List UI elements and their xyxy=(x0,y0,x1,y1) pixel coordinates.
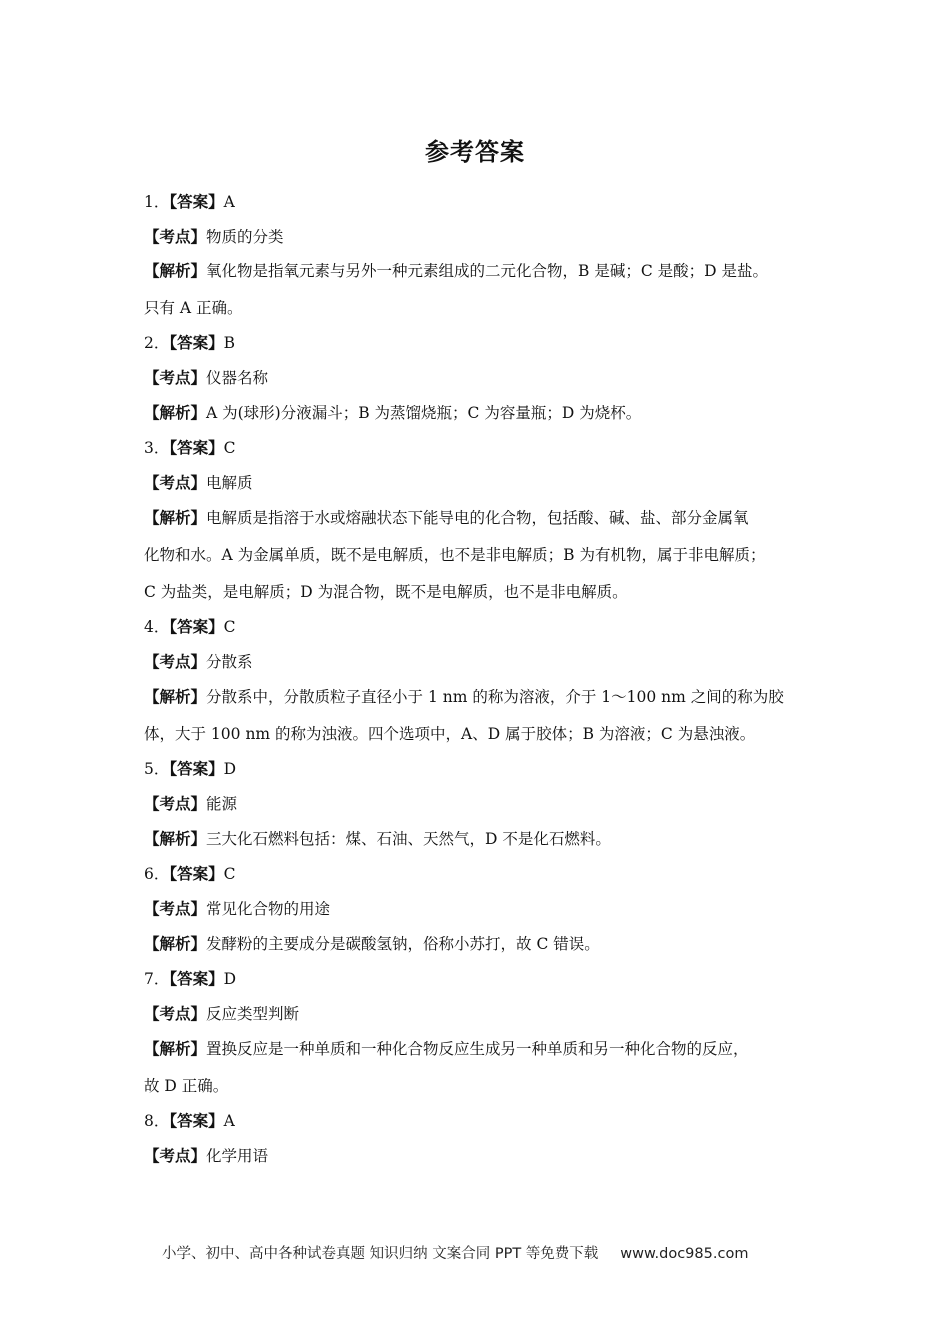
line-text: 置换反应是一种单质和一种化合物反应生成另一种单质和另一种化合物的反应， xyxy=(206,1040,749,1058)
analysis-continuation xyxy=(144,297,824,319)
topic-tag: 【考点】 xyxy=(144,653,207,671)
footer-link[interactable]: www.doc985.com xyxy=(620,1246,749,1262)
answer-tag: 【答案】 xyxy=(169,865,224,883)
line-text: 物质的分类 xyxy=(206,228,284,246)
topic-line xyxy=(144,367,824,389)
answer-line xyxy=(144,758,824,780)
line-text: A 为(球形)分液漏斗；B 为蒸馏烧瓶；C 为容量瓶；D 为烧杯。 xyxy=(206,404,642,422)
analysis-tag: 【解析】 xyxy=(144,404,207,422)
topic-line xyxy=(144,1145,824,1167)
line-text: 化物和水。A 为金属单质，既不是电解质，也不是非电解质；B 为有机物，属于非电解质； xyxy=(144,546,766,564)
question-number: 4． xyxy=(144,618,170,636)
answer-line xyxy=(144,1110,824,1132)
question-number: 5． xyxy=(144,760,170,778)
topic-tag: 【考点】 xyxy=(144,369,207,387)
topic-tag: 【考点】 xyxy=(144,1147,207,1165)
analysis-continuation xyxy=(144,1075,824,1097)
line-text: D xyxy=(223,970,237,988)
answer-tag: 【答案】 xyxy=(169,970,224,988)
answer-line xyxy=(144,616,824,638)
topic-line xyxy=(144,793,824,815)
line-text: 故 D 正确。 xyxy=(144,1077,229,1095)
analysis-tag: 【解析】 xyxy=(144,688,207,706)
page-footer xyxy=(162,1242,748,1263)
answer-line xyxy=(144,332,824,354)
line-text: 只有 A 正确。 xyxy=(144,299,243,317)
line-text: 体，大于 100 nm 的称为浊液。四个选项中，A、D 属于胶体；B 为溶液；C 为悬浊液。 xyxy=(144,725,756,743)
analysis-line xyxy=(144,686,824,708)
topic-tag: 【考点】 xyxy=(144,1005,207,1023)
analysis-line xyxy=(144,507,824,529)
answer-line xyxy=(144,191,824,213)
answer-tag: 【答案】 xyxy=(169,439,224,457)
line-text: C xyxy=(223,865,236,883)
topic-tag: 【考点】 xyxy=(144,795,207,813)
topic-line xyxy=(144,472,824,494)
line-text: B xyxy=(223,334,236,352)
answer-line xyxy=(144,968,824,990)
answer-tag: 【答案】 xyxy=(169,760,224,778)
page-title: 参考答案 xyxy=(425,138,525,166)
topic-line xyxy=(144,651,824,673)
topic-tag: 【考点】 xyxy=(144,474,207,492)
answer-tag: 【答案】 xyxy=(169,334,224,352)
question-number: 3． xyxy=(144,439,170,457)
analysis-line xyxy=(144,828,824,850)
question-number: 1． xyxy=(144,193,170,211)
topic-tag: 【考点】 xyxy=(144,228,207,246)
line-text: 电解质是指溶于水或熔融状态下能导电的化合物，包括酸、碱、盐、部分金属氧 xyxy=(206,509,749,527)
line-text: 能源 xyxy=(206,795,238,813)
topic-line xyxy=(144,226,824,248)
question-number: 2． xyxy=(144,334,170,352)
answer-line xyxy=(144,863,824,885)
analysis-tag: 【解析】 xyxy=(144,830,207,848)
line-text: C xyxy=(223,439,236,457)
line-text: A xyxy=(223,193,235,211)
analysis-line xyxy=(144,1038,824,1060)
topic-tag: 【考点】 xyxy=(144,900,207,918)
analysis-tag: 【解析】 xyxy=(144,509,207,527)
analysis-tag: 【解析】 xyxy=(144,935,207,953)
analysis-line xyxy=(144,260,824,282)
line-text: D xyxy=(223,760,237,778)
footer-text: 小学、初中、高中各种试卷真题 知识归纳 文案合同 PPT 等免费下载 xyxy=(162,1246,599,1262)
line-text: 三大化石燃料包括：煤、石油、天然气，D 不是化石燃料。 xyxy=(206,830,611,848)
answer-tag: 【答案】 xyxy=(169,1112,224,1130)
topic-line xyxy=(144,1003,824,1025)
line-text: 反应类型判断 xyxy=(206,1005,300,1023)
line-text: 常见化合物的用途 xyxy=(206,900,331,918)
answer-tag: 【答案】 xyxy=(169,193,224,211)
question-number: 7． xyxy=(144,970,170,988)
answer-tag: 【答案】 xyxy=(169,618,224,636)
analysis-continuation xyxy=(144,544,824,566)
line-text: 发酵粉的主要成分是碳酸氢钠，俗称小苏打，故 C 错误。 xyxy=(206,935,600,953)
analysis-continuation xyxy=(144,581,824,603)
analysis-continuation xyxy=(144,723,824,745)
line-text: C 为盐类，是电解质；D 为混合物，既不是电解质，也不是非电解质。 xyxy=(144,583,628,601)
question-number: 6． xyxy=(144,865,170,883)
line-text: A xyxy=(223,1112,235,1130)
analysis-line xyxy=(144,933,824,955)
line-text: 电解质 xyxy=(206,474,253,492)
analysis-tag: 【解析】 xyxy=(144,1040,207,1058)
analysis-tag: 【解析】 xyxy=(144,262,207,280)
line-text: 化学用语 xyxy=(206,1147,269,1165)
line-text: 仪器名称 xyxy=(206,369,269,387)
line-text: C xyxy=(223,618,236,636)
analysis-line xyxy=(144,402,824,424)
answer-line xyxy=(144,437,824,459)
line-text: 分散系中，分散质粒子直径小于 1 nm 的称为溶液，介于 1～100 nm 之间的称为胶 xyxy=(206,688,784,706)
line-text: 分散系 xyxy=(206,653,253,671)
line-text: 氧化物是指氧元素与另外一种元素组成的二元化合物，B 是碱；C 是酸；D 是盐。 xyxy=(206,262,768,280)
question-number: 8． xyxy=(144,1112,170,1130)
topic-line xyxy=(144,898,824,920)
